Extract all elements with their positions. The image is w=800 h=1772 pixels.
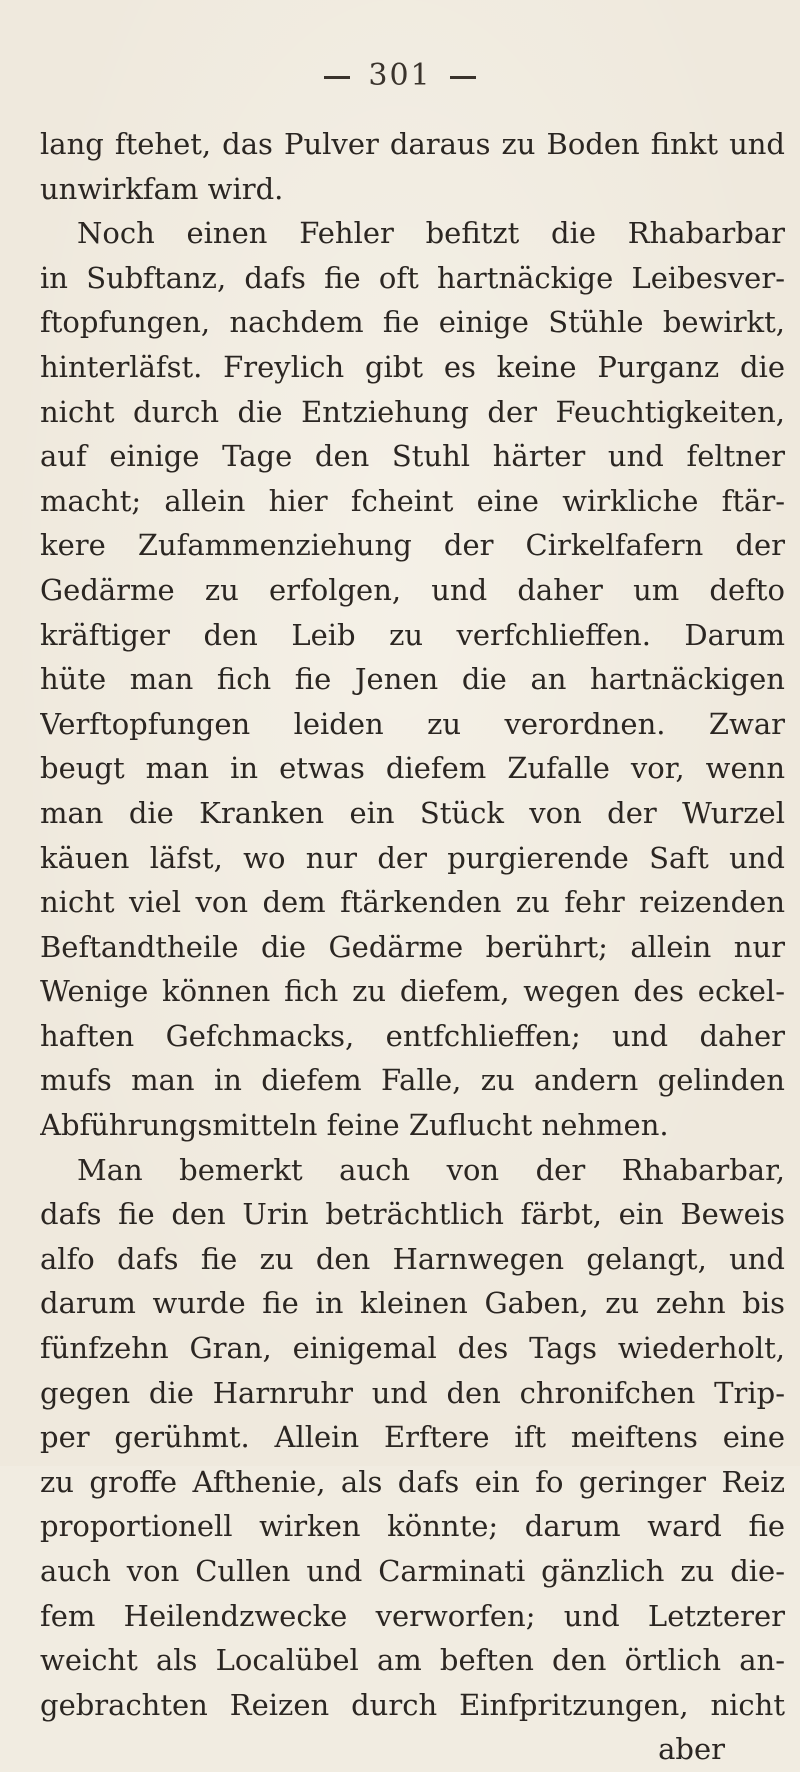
page-header xyxy=(0,58,800,93)
text-line: haften Gefchmacks, entfchlieffen; und daher xyxy=(40,1018,785,1053)
text-line: kräftiger den Leib zu verfchlieffen. Darum xyxy=(40,617,785,652)
text-line: proportionell wirken könnte; darum ward fie xyxy=(40,1509,785,1544)
text-line: mufs man in diefem Falle, zu andern gelinden xyxy=(40,1063,785,1098)
text-line: macht; allein hier fcheint eine wirkliche ftär- xyxy=(40,483,785,518)
text-line: unwirkfam wird. xyxy=(40,171,284,206)
text-line: kere Zufammenziehung der Cirkelfafern der xyxy=(40,528,785,563)
text-line: Man bemerkt auch von der Rhabarbar, xyxy=(77,1152,785,1187)
text-line: gegen die Harnruhr und den chronifchen Trip- xyxy=(40,1375,785,1410)
text-line: auf einige Tage den Stuhl härter und feltner xyxy=(40,439,785,474)
header-dash-right xyxy=(450,76,476,79)
text-line: gebrachten Reizen durch Einfpritzungen, nicht xyxy=(40,1687,785,1722)
page-number: 301 xyxy=(368,58,432,93)
text-line: weicht als Localübel am beften den örtlich an- xyxy=(40,1643,785,1678)
text-line: darum wurde fie in kleinen Gaben, zu zehn bis xyxy=(40,1286,785,1321)
text-line: Abführungsmitteln feine Zuflucht nehmen. xyxy=(40,1108,669,1143)
text-line: dafs fie den Urin beträchtlich färbt, ein Beweis xyxy=(40,1197,785,1232)
text-line: fem Heilendzwecke verworfen; und Letzterer xyxy=(40,1598,785,1633)
text-line: ftopfungen, nachdem fie einige Stühle bewirkt, xyxy=(40,305,785,340)
header-dash-left xyxy=(324,76,350,79)
body-text xyxy=(40,122,785,1772)
text-line: alfo dafs fie zu den Harnwegen gelangt, und xyxy=(40,1241,785,1276)
text-line: beugt man in etwas diefem Zufalle vor, wenn xyxy=(40,751,785,786)
text-line: hinterläfst. Freylich gibt es keine Purganz die xyxy=(40,349,785,384)
text-line: in Subftanz, dafs fie oft hartnäckige Leibesver- xyxy=(40,260,785,295)
text-line: auch von Cullen und Carminati gänzlich zu die- xyxy=(40,1554,785,1588)
text-line: Beftandtheile die Gedärme berührt; allein nur xyxy=(40,929,785,964)
text-line: per gerühmt. Allein Erftere ift meiftens eine xyxy=(40,1420,785,1455)
text-line: Gedärme zu erfolgen, und daher um defto xyxy=(40,572,785,607)
text-line: lang ftehet, das Pulver daraus zu Boden finkt und xyxy=(40,127,785,161)
text-line: nicht viel von dem ftärkenden zu fehr reizenden xyxy=(40,885,785,920)
text-line: nicht durch die Entziehung der Feuchtigkeiten, xyxy=(40,394,785,429)
text-line: Noch einen Fehler befitzt die Rhabarbar xyxy=(77,216,785,251)
text-line: man die Kranken ein Stück von der Wurzel xyxy=(40,795,785,830)
text-line: Verftopfungen leiden zu verordnen. Zwar xyxy=(40,706,785,741)
text-line: hüte man fich fie Jenen die an hartnäckigen xyxy=(40,662,785,697)
text-line: zu groffe Afthenie, als dafs ein fo geringer Reiz xyxy=(40,1464,785,1499)
text-line: Wenige können fich zu diefem, wegen des eckel- xyxy=(40,974,785,1009)
text-line: käuen läfst, wo nur der purgierende Saft und xyxy=(40,840,785,875)
text-line: fünfzehn Gran, einigemal des Tags wiederholt, xyxy=(40,1331,785,1366)
catchword: aber xyxy=(658,1732,725,1767)
